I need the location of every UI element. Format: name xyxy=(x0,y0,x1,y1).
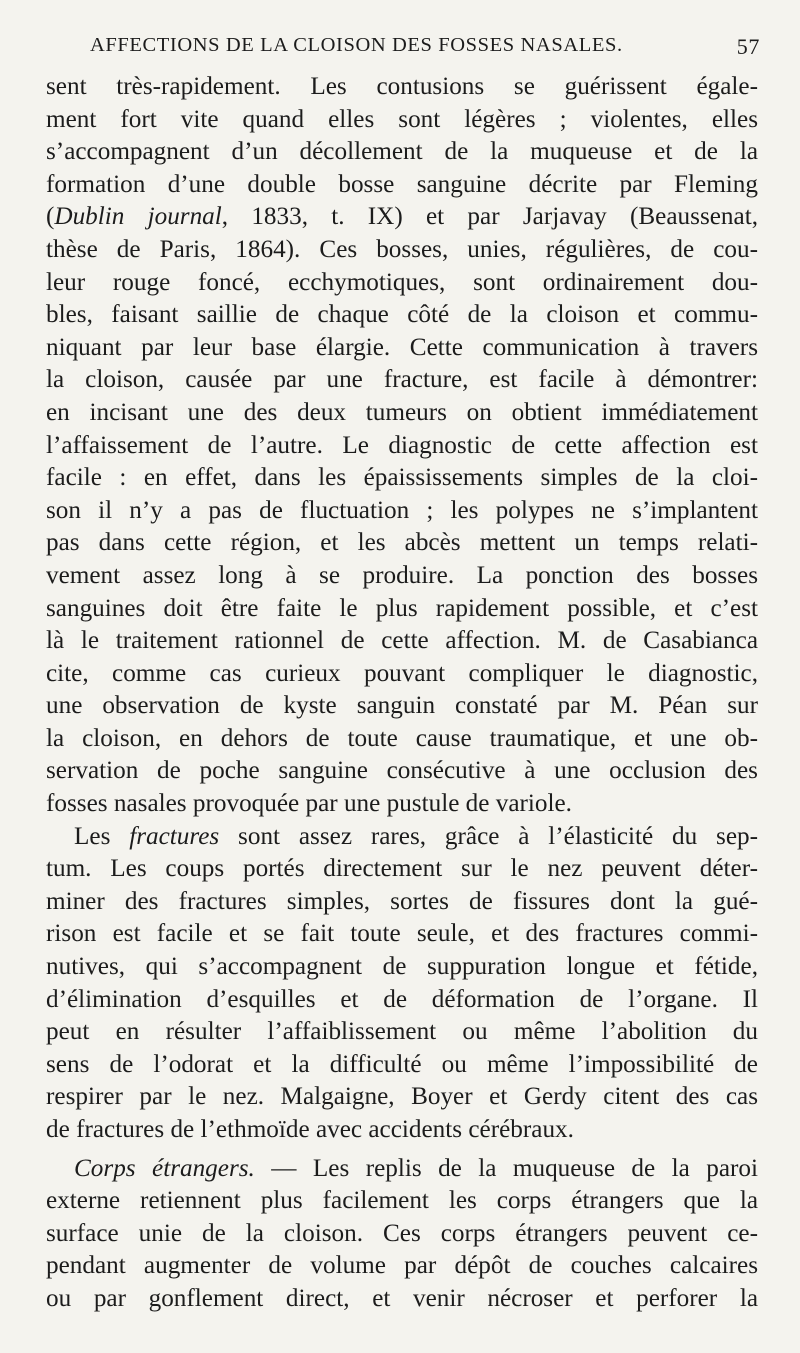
text-line: surface unie de la cloison. Ces corps étrangers peuvent ce- xyxy=(46,1219,758,1247)
text-line: d’élimination d’esquilles et de déformation de l’organe. Il xyxy=(46,985,758,1013)
running-header xyxy=(90,34,760,64)
text-line: la cloison, causée par une fracture, est facile à démontrer: xyxy=(46,366,758,394)
text-line: ment fort vite quand elles sont légères ; violentes, elles xyxy=(46,105,758,133)
text-line: là le traitement rationnel de cette affection. M. de Casabianca xyxy=(46,627,758,655)
text-line: la cloison, en dehors de toute cause traumatique, et une ob- xyxy=(46,724,758,752)
text-line: s’accompagnent d’un décollement de la muqueuse et de la xyxy=(46,138,758,166)
text-line: Les fractures sont assez rares, grâce à l’élasticité du sep- xyxy=(74,822,758,850)
text-line: son il n’y a pas de fluctuation ; les polypes ne s’implantent xyxy=(46,496,758,524)
text-line: miner des fractures simples, sortes de fissures dont la gué- xyxy=(46,887,758,915)
text-line: servation de poche sanguine consécutive à une occlusion des xyxy=(46,757,758,785)
text-line: en incisant une des deux tumeurs on obtient immédiatement xyxy=(46,398,758,426)
text-line: une observation de kyste sanguin constaté par M. Péan sur xyxy=(46,692,758,720)
section-heading-corps-etrangers: Corps étrangers. xyxy=(74,1154,255,1182)
text-line: sent très-rapidement. Les contusions se guérissent égale- xyxy=(46,73,758,100)
text-line: vement assez long à se produire. La ponction des bosses xyxy=(46,561,758,589)
text-line: leur rouge foncé, ecchymotiques, sont ordinairement dou- xyxy=(46,268,758,296)
text-line: pendant augmenter de volume par dépôt de couches calcaires xyxy=(46,1252,758,1280)
journal-title: Dublin journal xyxy=(54,203,222,231)
body-text xyxy=(46,71,758,1316)
text-line: sanguines doit être faite le plus rapidement possible, et c’est xyxy=(46,594,758,622)
text-line: niquant par leur base élargie. Cette communication à travers xyxy=(46,333,758,361)
text-line: nutives, qui s’accompagnent de suppuration longue et fétide, xyxy=(46,953,758,981)
text-line: fosses nasales provoquée par une pustule de variole. xyxy=(46,790,572,818)
text-line: l’affaissement de l’autre. Le diagnostic de cette affection est xyxy=(46,431,758,459)
text-line: cite, comme cas curieux pouvant compliquer le diagnostic, xyxy=(46,659,758,687)
running-title: AFFECTIONS DE LA CLOISON DES FOSSES NASALES. xyxy=(90,34,623,56)
text-line: pas dans cette région, et les abcès mettent un temps relati- xyxy=(46,529,758,557)
text-line: formation d’une double bosse sanguine décrite par Fleming xyxy=(46,170,758,198)
text-line: (Dublin journal, 1833, t. IX) et par Jarjavay (Beaussenat, xyxy=(46,203,758,231)
term-fractures: fractures xyxy=(129,822,220,850)
text-line: sens de l’odorat et la difficulté ou même l’impossibilité de xyxy=(46,1050,758,1078)
text-line: peut en résulter l’affaiblissement ou même l’abolition du xyxy=(46,1018,758,1046)
page-number: 57 xyxy=(736,34,760,59)
text-line: respirer par le nez. Malgaigne, Boyer et Gerdy citent des cas xyxy=(46,1083,758,1111)
text-line: facile : en effet, dans les épaississements simples de la cloi- xyxy=(46,464,758,492)
text-line: de fractures de l’ethmoïde avec accidents cérébraux. xyxy=(46,1116,574,1143)
text-line: tum. Les coups portés directement sur le nez peuvent déter- xyxy=(46,855,758,883)
text-line: bles, faisant saillie de chaque côté de la cloison et commu- xyxy=(46,301,758,329)
text-line: externe retiennent plus facilement les corps étrangers que la xyxy=(46,1187,758,1215)
text-line: Corps étrangers. — Les replis de la muqueuse de la paroi xyxy=(74,1154,758,1182)
text-line: thèse de Paris, 1864). Ces bosses, unies, régulières, de cou- xyxy=(46,235,758,263)
text-line: ou par gonflement direct, et venir nécroser et perforer la xyxy=(46,1284,758,1312)
text-line: rison est facile et se fait toute seule, et des fractures commi- xyxy=(46,920,758,948)
